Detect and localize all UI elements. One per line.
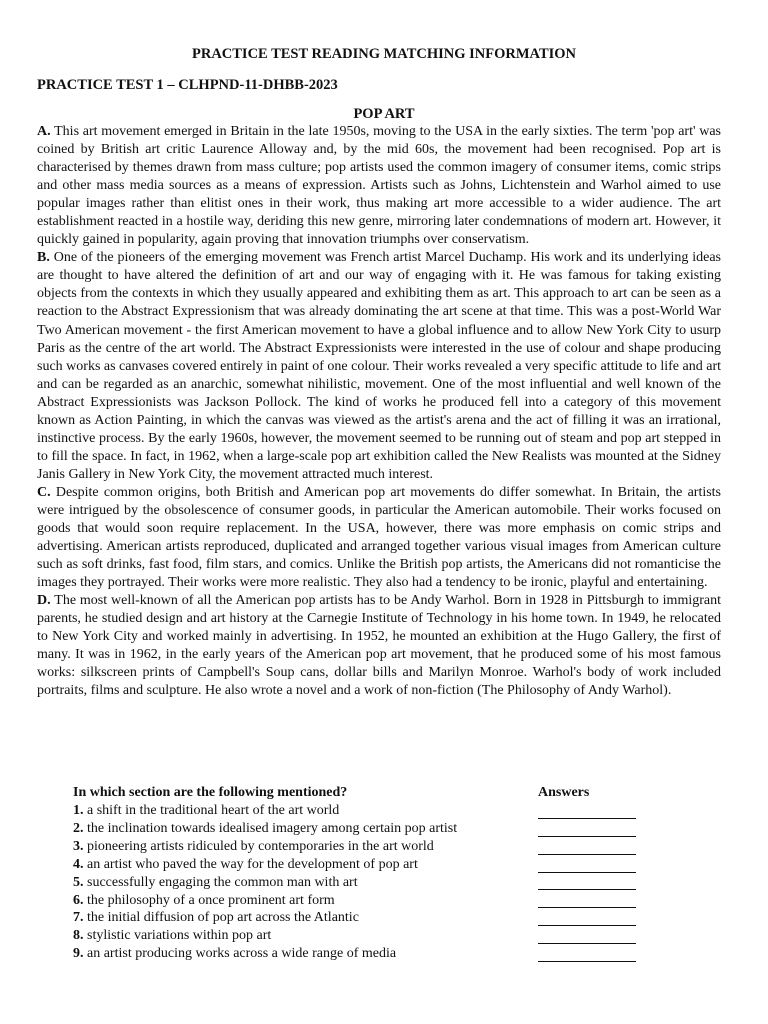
question-number: 3. bbox=[73, 838, 84, 854]
paragraph-text: One of the pioneers of the emerging movement was French artist Marcel Duchamp. His work and its underlying ideas are thought to have altered the definition of art and our way of engaging with it. He was famous for taking existing objects from the contexts in which they usually appeared and exhibiting them as art. This approach to art can be seen as a reaction to the Abstract Expressionism that was already dominating the art scene at that time. This was a post-World War Two American movement - the first American movement to have a global influence and to allow New York City to usurp Paris as the centre of the art world. The Abstract Expressionists were interested in the use of colour and shape producing such works as canvases covered entirely in paint of one colour. Their works revealed a very specific attitude to life and art and can be regarded as an anarchic, somewhat nihilistic, movement. One of the most influential and well known of the Abstract Expressionists was Jackson Pollock. The kind of works he produced fell into a category of this movement known as Action Painting, in which the canvas was viewed as the artist's arena and the act of filling it was an irrational, instinctive process. By the early 1960s, however, the movement seemed to be running out of steam and pop art stepped in to fill the space. In fact, in 1962, when a large-scale pop art exhibition called the New Realists was mounted at the Sidney Janis Gallery in New York City, the movement attracted much interest. bbox=[37, 250, 721, 482]
answer-blank[interactable] bbox=[538, 820, 636, 838]
question-number: 6. bbox=[73, 892, 84, 908]
paragraph-letter: B. bbox=[37, 250, 50, 266]
test-subtitle: PRACTICE TEST 1 – CLHPND-11-DHBB-2023 bbox=[37, 77, 338, 93]
paragraph-letter: D. bbox=[37, 593, 51, 609]
answer-blank[interactable] bbox=[538, 874, 636, 892]
question-item bbox=[73, 892, 513, 910]
question-number: 8. bbox=[73, 928, 84, 944]
question-text: the philosophy of a once prominent art form bbox=[87, 892, 335, 908]
questions-heading: In which section are the following mentioned? bbox=[73, 785, 348, 800]
question-text: pioneering artists ridiculed by contemporaries in the art world bbox=[87, 838, 434, 854]
question-item bbox=[73, 802, 513, 820]
passage-body bbox=[37, 123, 721, 701]
question-item bbox=[73, 945, 513, 963]
question-text: an artist producing works across a wide range of media bbox=[87, 946, 397, 962]
paragraph-a bbox=[37, 123, 721, 249]
answer-blank[interactable] bbox=[538, 927, 636, 945]
paragraph-text: Despite common origins, both British and American pop art movements do differ somewhat. In Britain, the artists were intrigued by the obsolescence of consumer goods, in particular the American automobile. Their works focused on goods that would soon require replacement. In the USA, however, there was more emphasis on comic strips and advertising. American artists reproduced, duplicated and arranged together various visual images from American culture such as soft drinks, fast food, film stars, and comics. Unlike the British pop artists, the Americans did not romanticise the images they portrayed. Their works were more realistic. They also had a tendency to be ironic, playful and entertaining. bbox=[37, 484, 722, 591]
paragraph-c bbox=[37, 484, 721, 592]
passage-title: POP ART bbox=[353, 106, 415, 122]
answer-blank[interactable] bbox=[538, 856, 636, 874]
document-title: PRACTICE TEST READING MATCHING INFORMATION bbox=[191, 46, 577, 62]
paragraph-d bbox=[37, 592, 721, 700]
question-text: stylistic variations within pop art bbox=[87, 928, 272, 944]
question-item bbox=[73, 909, 513, 927]
question-text: the inclination towards idealised imagery among certain pop artist bbox=[87, 820, 458, 836]
question-number: 7. bbox=[73, 910, 84, 926]
question-text: the initial diffusion of pop art across the Atlantic bbox=[87, 910, 359, 926]
answer-blank[interactable] bbox=[538, 838, 636, 856]
answer-blank[interactable] bbox=[538, 802, 636, 820]
question-text: an artist who paved the way for the development of pop art bbox=[87, 856, 418, 872]
question-item bbox=[73, 927, 513, 945]
question-number: 5. bbox=[73, 874, 84, 890]
question-list bbox=[73, 802, 513, 963]
question-item bbox=[73, 838, 513, 856]
answers-heading: Answers bbox=[538, 785, 590, 800]
answer-blank[interactable] bbox=[538, 891, 636, 909]
question-item bbox=[73, 874, 513, 892]
answer-blank[interactable] bbox=[538, 909, 636, 927]
question-item bbox=[73, 820, 513, 838]
paragraph-letter: C. bbox=[37, 484, 51, 500]
question-number: 1. bbox=[73, 803, 84, 818]
answer-lines bbox=[538, 802, 636, 963]
question-text: a shift in the traditional heart of the art world bbox=[87, 803, 340, 818]
question-item bbox=[73, 856, 513, 874]
question-text: successfully engaging the common man with art bbox=[87, 874, 358, 890]
answer-blank[interactable] bbox=[538, 945, 636, 963]
question-number: 2. bbox=[73, 820, 84, 836]
paragraph-letter: A. bbox=[37, 124, 51, 139]
question-number: 4. bbox=[73, 856, 84, 872]
paragraph-text: This art movement emerged in Britain in the late 1950s, moving to the USA in the early sixties. The term 'pop art' was coined by British art critic Laurence Alloway and, by the mid 60s, the movement had been recognised. Pop art is characterised by themes drawn from mass culture; pop artists used the common imagery of consumer items, comic strips and other mass media sources as a means of expression. Artists such as Johns, Lichtenstein and Warhol aimed to use popular images rather than elitist ones in their work, thus making art more accessible to a wider audience. The art establishment reacted in a hostile way, deriding this new genre, mirroring later condemnations of modern art. However, it quickly gained in popularity, again proving that innovation triumphs over conservatism. bbox=[37, 124, 722, 248]
paragraph-text: The most well-known of all the American pop artists has to be Andy Warhol. Born in 1928 in Pittsburgh to immigrant parents, he studied design and art history at the Carnegie Institute of Technology in his home town. In 1949, he relocated to New York City and worked mainly in advertising. In 1952, he mounted an exhibition at the Hugo Gallery, the first of many. It was in 1962, in the early years of the American pop art movement, that he produced some of his most famous works: silkscreen prints of Campbell's Soup cans, dollar bills and Marilyn Monroe. Warhol's body of work included portraits, films and sculpture. He also wrote a novel and a work of non-fiction (The Philosophy of Andy Warhol). bbox=[37, 593, 721, 699]
paragraph-b bbox=[37, 249, 721, 484]
question-number: 9. bbox=[73, 946, 84, 962]
